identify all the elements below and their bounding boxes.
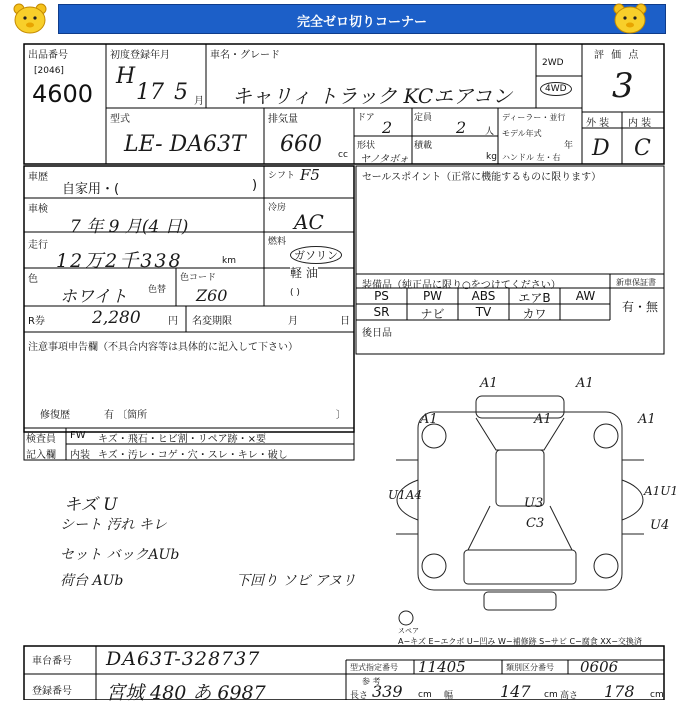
fuel-alt: 軽 油	[290, 266, 318, 280]
rear-seat-label: 後日品	[362, 328, 392, 339]
damage-mark: A1	[420, 412, 438, 427]
ac-value: AC	[294, 210, 324, 234]
inspector-row1-text: キズ・飛石・ヒビ割・リペア跡・×要	[98, 434, 266, 445]
dim-unit: cm	[650, 690, 664, 700]
displacement-label: 排気量	[268, 114, 298, 125]
damage-mark: A1	[576, 376, 594, 391]
inspector-row2-text: キズ・汚レ・コゲ・穴・スレ・キレ・破し	[98, 450, 288, 461]
fuel-value: ガソリン	[290, 246, 342, 264]
capacity-value: 2	[456, 118, 467, 137]
ac-label: 冷房	[268, 203, 287, 213]
model-label: 型式	[110, 114, 130, 125]
type-cert-label: 型式指定番号	[350, 663, 398, 672]
drive-4wd: 4WD	[540, 82, 572, 96]
lot-sub: [2046]	[34, 66, 64, 76]
ref-label: 参 考	[362, 677, 381, 686]
damage-mark: A1	[534, 412, 552, 427]
length-value: 339	[372, 682, 403, 701]
mileage-value: 12万2千338	[56, 250, 183, 272]
handwritten-note: キズ U	[64, 495, 118, 515]
dealer-label: ディーラー・並行	[502, 113, 566, 122]
fuel-label: 燃料	[268, 237, 287, 247]
damage-mark: U1A4	[388, 488, 423, 502]
first-reg-label: 初度登録年月	[110, 50, 170, 61]
lot-number: 4600	[32, 80, 94, 108]
equipment-item: TV	[475, 305, 492, 319]
history-label: 車歴	[28, 172, 48, 183]
load-unit: kg	[486, 152, 497, 162]
warranty-value: 有・無	[622, 300, 659, 314]
inspector-label-top: 検査員	[26, 434, 56, 445]
first-reg-era: H	[116, 64, 136, 89]
exterior-label: 外 装	[586, 118, 610, 129]
banner-title: 完全ゼロ切りコーナー	[296, 15, 427, 30]
handwritten-note: セット バックAUb	[60, 547, 180, 563]
width-value: 147	[500, 682, 531, 701]
repair-close: 〕	[336, 410, 346, 421]
mileage-label: 走行	[28, 240, 48, 251]
interior-grade: C	[634, 136, 651, 161]
color-change-label: 色替	[148, 285, 167, 295]
repair-value: 有 〔箇所	[104, 410, 148, 421]
color-code-label: 色コード	[180, 273, 217, 283]
reg-label: 登録番号	[32, 686, 72, 697]
mileage-unit: km	[222, 256, 236, 266]
first-reg-month: 5	[174, 80, 188, 105]
recycle-value: 2,280	[92, 308, 141, 328]
handle-label: ハンドル 左・右	[502, 153, 561, 162]
inspection-label: 車検	[28, 204, 48, 215]
color-code-value: Z60	[196, 286, 228, 305]
damage-mark: A1	[480, 376, 498, 391]
class-value: 0606	[580, 658, 619, 676]
interior-label: 内 装	[628, 118, 652, 129]
damage-mark: C3	[526, 516, 545, 531]
color-label: 色	[28, 274, 38, 285]
height-label: 高さ	[560, 691, 579, 701]
name-change-day: 日	[340, 316, 350, 327]
sales-point-label: セールスポイント（正常に機能するものに限ります）	[362, 172, 602, 183]
equipment-item: エアB	[518, 291, 551, 305]
dim-unit: cm	[418, 690, 432, 700]
width-label: 幅	[444, 691, 454, 701]
equipment-item: SR	[373, 305, 390, 319]
equipment-item: PW	[422, 289, 443, 303]
model-value: LE- DA63T	[124, 132, 246, 157]
warranty-label: 新車保証書	[616, 278, 656, 287]
equipment-item: ABS	[471, 289, 496, 303]
equipment-label: 装備品（純正品に限り○をつけてください）	[362, 280, 561, 291]
fuel-paren: ( )	[290, 288, 300, 298]
damage-mark: A1	[638, 412, 656, 427]
damage-mark: U3	[524, 496, 544, 511]
handwritten-note: シート 汚れ キレ	[60, 517, 167, 533]
shape-value: ヤノタボォ	[360, 154, 409, 165]
recycle-label: R券	[28, 316, 45, 327]
type-cert-value: 11405	[418, 658, 466, 676]
capacity-unit: 人	[485, 127, 495, 137]
history-value: 自家用・(	[62, 182, 120, 197]
damage-mark: A1U1	[644, 484, 679, 498]
car-damage-diagram	[360, 370, 680, 640]
class-label: 類別区分番号	[506, 663, 554, 672]
reg-value: 宮城 480 あ 6987	[106, 682, 266, 704]
inspector-label-bottom: 記入欄	[26, 450, 56, 461]
displacement-value: 660	[280, 132, 322, 157]
chassis-label: 車台番号	[32, 656, 72, 667]
length-label: 長さ	[350, 691, 369, 701]
capacity-label: 定員	[414, 113, 433, 123]
inspector-row1-prefix: FW	[70, 430, 86, 441]
shift-label: シフト	[268, 171, 296, 181]
chassis-value: DA63T-328737	[106, 648, 261, 670]
score-value: 3	[612, 66, 634, 106]
handwritten-note: 下回り ソビ アヌリ	[236, 573, 356, 589]
model-year-unit: 年	[564, 141, 574, 151]
car-name-value: キャリィ トラック KCエアコン	[232, 84, 513, 108]
model-year-label: モデル年式	[502, 129, 542, 138]
damage-legend: A−キズ E−エクボ U−凹み W−補修跡 S−サビ C−腐食 XX−交換済	[398, 637, 642, 646]
notes-label: 注意事項申告欄（不具合内容等は具体的に記入して下さい）	[28, 342, 298, 353]
equipment-item: ナビ	[420, 307, 445, 321]
recycle-unit: 円	[168, 316, 178, 327]
height-value: 178	[604, 682, 635, 701]
equipment-item: AW	[575, 289, 596, 303]
doors-label: ドア	[357, 113, 375, 123]
color-value: ホワイト	[60, 287, 128, 307]
first-reg-year: 17	[136, 80, 164, 105]
load-label: 積載	[414, 141, 433, 151]
spare-label: スペア	[398, 627, 419, 635]
first-reg-month-unit: 月	[194, 96, 204, 107]
shape-label: 形状	[357, 141, 376, 151]
displacement-unit: cc	[338, 150, 348, 160]
equipment-item: カワ	[522, 307, 547, 321]
name-change-label: 名変期限	[192, 316, 232, 327]
inspector-row2-prefix: 内装	[70, 450, 90, 461]
drive-2wd: 2WD	[542, 58, 564, 68]
repair-label: 修復歴	[40, 410, 70, 421]
name-change-unit: 月	[288, 316, 298, 327]
exterior-grade: D	[592, 136, 610, 161]
dim-unit: cm	[544, 690, 558, 700]
equipment-item: PS	[374, 289, 389, 303]
inspection-value: 7 年 9 月(4 日)	[70, 217, 189, 237]
car-name-label: 車名・グレード	[210, 50, 280, 61]
score-label: 評 価 点	[594, 50, 641, 61]
shift-value: F5	[300, 166, 320, 184]
doors-value: 2	[382, 118, 393, 137]
handwritten-note: 荷台 AUb	[60, 573, 124, 589]
history-close: )	[252, 178, 258, 193]
lot-label: 出品番号	[28, 50, 68, 61]
damage-mark: U4	[650, 518, 670, 533]
